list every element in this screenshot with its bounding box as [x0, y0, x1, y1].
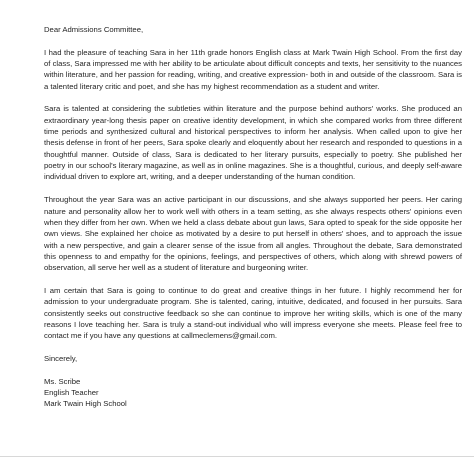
letter-paragraph-1: I had the pleasure of teaching Sara in her 11th grade honors English class at Mark Twain High School. From the first day of class, Sara impressed me with her ability to be articulate about difficult concepts and texts, her sensitivity to the nuances within literature, and her passion for reading, writing, and creative expression- both in and outside of the classroom. Sara is a talented literary critic and poet, and she has my highest recommendation as a student and writer. [44, 47, 462, 91]
recommendation-letter [44, 24, 462, 410]
letter-closing: Sincerely, [44, 353, 78, 363]
letter-paragraph-3: Throughout the year Sara was an active participant in our discussions, and she always supported her peers. Her caring nature and personality allow her to work well with others in a team setting, as she always respects others' opinions even when they differ from her own. When we held a class debate about gun laws, Sara opted to speak for the side opposite her own views. She explained her choice as motivated by a desire to put herself in others' shoes, and to approach the issue with a new perspective, and gain a clearer sense of the issue from all angles. Throughout the debate, Sara demonstrated this openness to and empathy for the opinions, feelings, and perspectives of others, which along with shrewd powers of observation, all serve her well as a student of literature and burgeoning writer. [44, 195, 462, 273]
signature-title: English Teacher [44, 388, 99, 397]
page-bottom-divider [0, 456, 474, 457]
letter-salutation: Dear Admissions Committee, [44, 25, 144, 34]
letter-paragraph-2: Sara is talented at considering the subtleties within literature and the purpose behind authors' works. She produced an extraordinary year-long thesis paper on creative identity development, in which she compared works from three different time periods and synthesized cultural and historical perspectives to inform her analysis. When called upon to give her thesis defense in front of her peers, Sara spoke clearly and eloquently about her research and responded to questions in a thoughtful manner. Outside of class, Sara is dedicated to her literary pursuits, especially to poetry. She published her poetry in our school's literary magazine, as well as in online magazines. She is a thoughtful, curious, and deeply self-aware individual driven to explore art, writing, and a deeper understanding of the human condition. [44, 104, 462, 182]
signature-name: Ms. Scribe [44, 376, 81, 386]
signature-school: Mark Twain High School [44, 399, 127, 409]
letter-paragraph-4: I am certain that Sara is going to continue to do great and creative things in her future. I highly recommend her for admission to your undergraduate program. She is talented, caring, intuitive, dedicated, and focused in her pursuits. Sara consistently seeks out constructive feedback so she can continue to improve her writing skills, which is one of the many reasons I love teaching her. Sara is truly a stand-out individual who will impress everyone she meets. Please feel free to contact me if you have any questions at callmeclemens@gmail.com. [44, 285, 462, 341]
signature-block [44, 376, 462, 410]
